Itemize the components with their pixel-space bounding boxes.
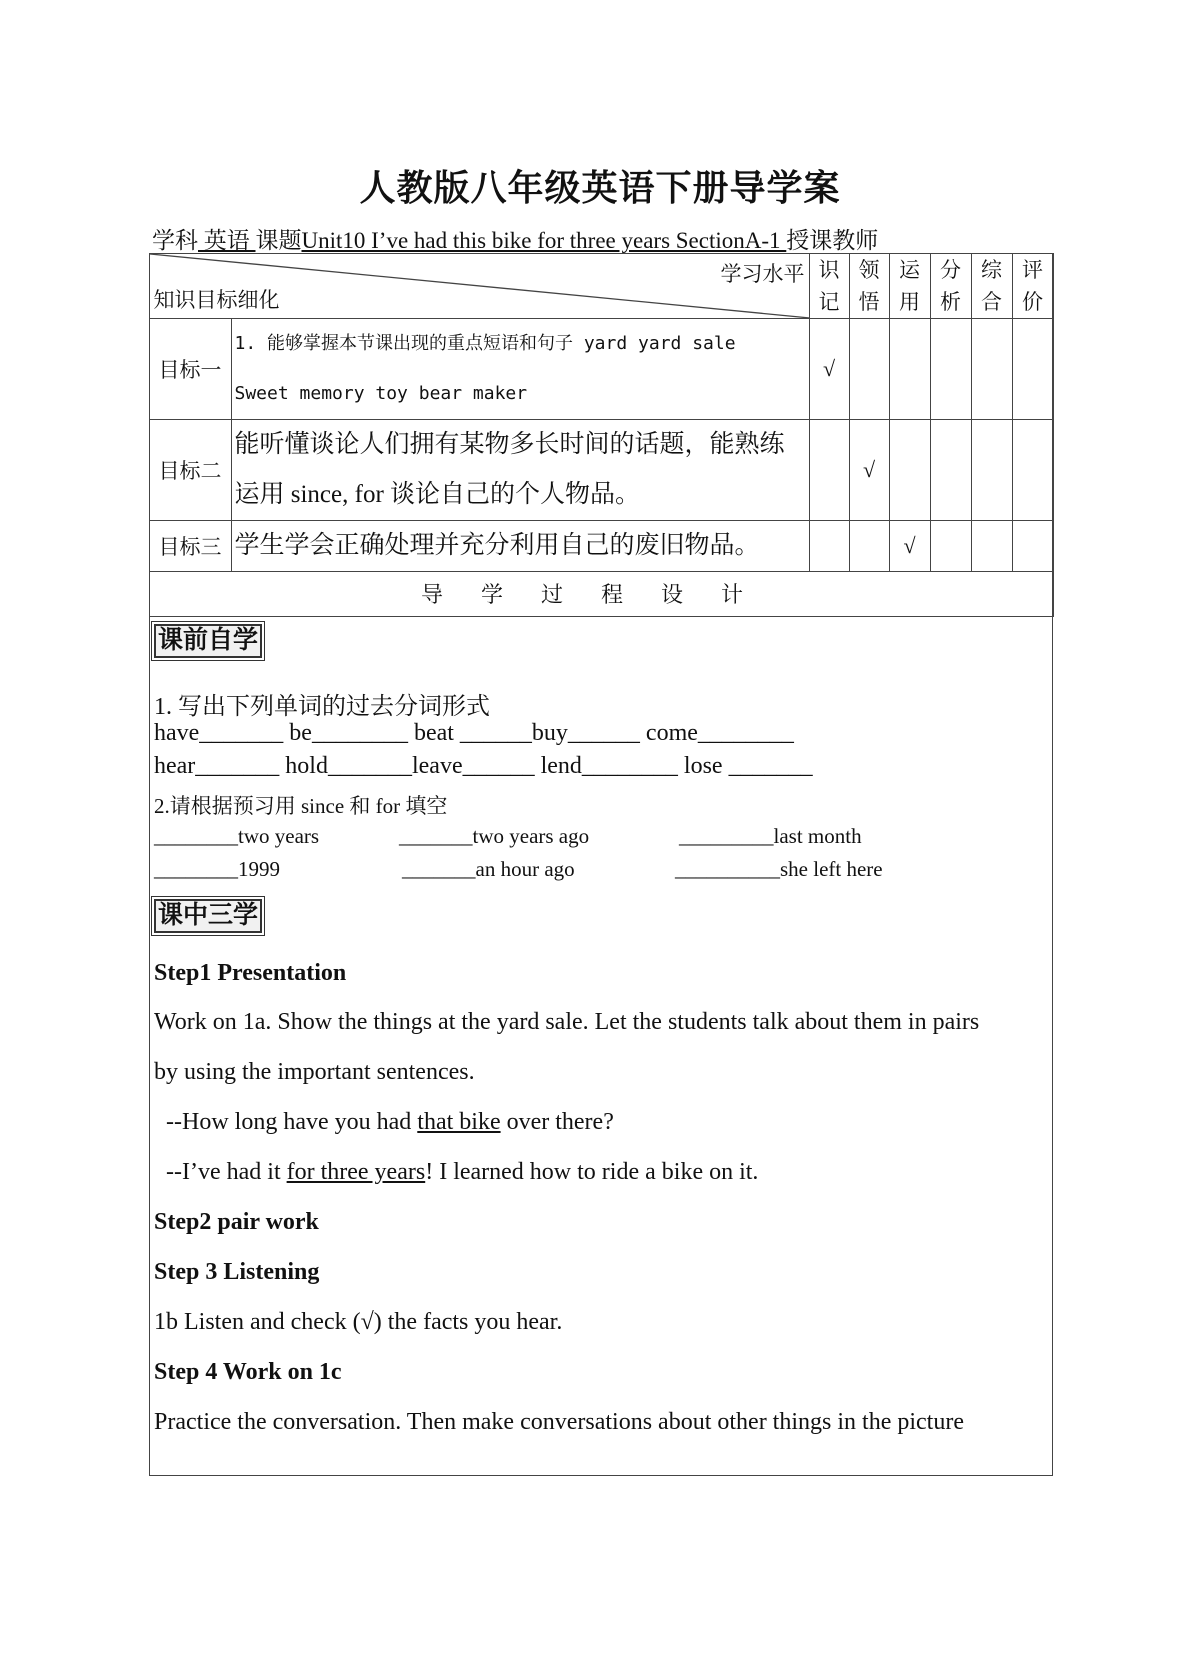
- step3-text: 1b Listen and check (√) the facts you hear.: [154, 1309, 563, 1335]
- goal-description: 学生学会正确处理并充分利用自己的废旧物品。: [231, 520, 809, 571]
- objectives-table: [149, 253, 1054, 617]
- subject-label: 学科: [152, 228, 198, 253]
- dialog-line: --I’ve had it for three years! I learned how to ride a bike on it.: [154, 1159, 759, 1185]
- level-header: 评 价: [1012, 253, 1053, 318]
- step1-title: Step1 Presentation: [154, 960, 347, 986]
- check-mark: √: [889, 520, 930, 571]
- exercise1-title: 1. 写出下列单词的过去分词形式: [154, 694, 490, 720]
- section-header-pre-study: 课前自学: [154, 624, 262, 658]
- topic-value: Unit10 I’ve had this bike for three years SectionA-1: [301, 228, 787, 253]
- level-header: 综 合: [971, 253, 1012, 318]
- topic-label: 课题: [255, 228, 302, 253]
- goal-label: 目标三: [149, 520, 231, 571]
- goal-row: [149, 318, 1053, 419]
- page-title: 人教版八年级英语下册导学案: [359, 168, 841, 208]
- step4-title: Step 4 Work on 1c: [154, 1359, 342, 1385]
- step2-title: Step2 pair work: [154, 1209, 319, 1235]
- step3-title: Step 3 Listening: [154, 1259, 320, 1285]
- section-header-in-class: 课中三学: [154, 899, 262, 933]
- step1-text: Work on 1a. Show the things at the yard sale. Let the students talk about them in pairs: [154, 1009, 980, 1035]
- level-header: 运 用: [889, 253, 930, 318]
- diagonal-header-cell: [149, 253, 809, 318]
- process-title: 导学过程设计: [149, 571, 1053, 616]
- exercise1-row: have_______ be________ beat ______buy______ come________: [154, 720, 794, 746]
- objectives-header-row: [149, 253, 1053, 318]
- level-header: 分 析: [930, 253, 971, 318]
- teacher-label: 授课教师: [786, 228, 879, 253]
- level-header: 识 记: [809, 253, 849, 318]
- goal-row: [149, 520, 1053, 571]
- check-mark: √: [809, 318, 849, 419]
- process-title-row: [149, 571, 1053, 616]
- goal-description: 能听懂谈论人们拥有某物多长时间的话题，能熟练 运用 since, for 谈论自己的个人物品。: [231, 419, 809, 520]
- check-mark: √: [849, 419, 889, 520]
- goal-row: [149, 419, 1053, 520]
- goal-label: 目标一: [149, 318, 231, 419]
- diag-top-label: 学习水平: [720, 261, 805, 286]
- exercise2-item: ________1999: [154, 857, 280, 881]
- diag-bottom-label: 知识目标细化: [153, 287, 280, 312]
- course-info-line: [152, 222, 1052, 255]
- dialog-line: --How long have you had that bike over there?: [154, 1109, 614, 1135]
- exercise2-item: _________last month: [679, 824, 862, 848]
- goal-description: 1. 能够掌握本节课出现的重点短语和句子 yard yard sale Sweet memory toy bear maker: [231, 318, 809, 419]
- exercise2-item: _______two years ago: [399, 824, 590, 848]
- worksheet-frame: [149, 253, 1053, 1476]
- step4-text: Practice the conversation. Then make conversations about other things in the picture: [154, 1409, 964, 1435]
- exercise2-item: __________she left here: [675, 857, 883, 881]
- level-header: 领 悟: [849, 253, 889, 318]
- step1-text: by using the important sentences.: [154, 1059, 475, 1085]
- subject-value: 英语: [198, 228, 256, 253]
- exercise1-row: hear_______ hold_______leave______ lend________ lose _______: [154, 753, 813, 779]
- exercise2-title: 2.请根据预习用 since 和 for 填空: [154, 794, 448, 818]
- exercise2-item: _______an hour ago: [402, 857, 575, 881]
- goal-label: 目标二: [149, 419, 231, 520]
- exercise2-item: ________two years: [154, 824, 320, 848]
